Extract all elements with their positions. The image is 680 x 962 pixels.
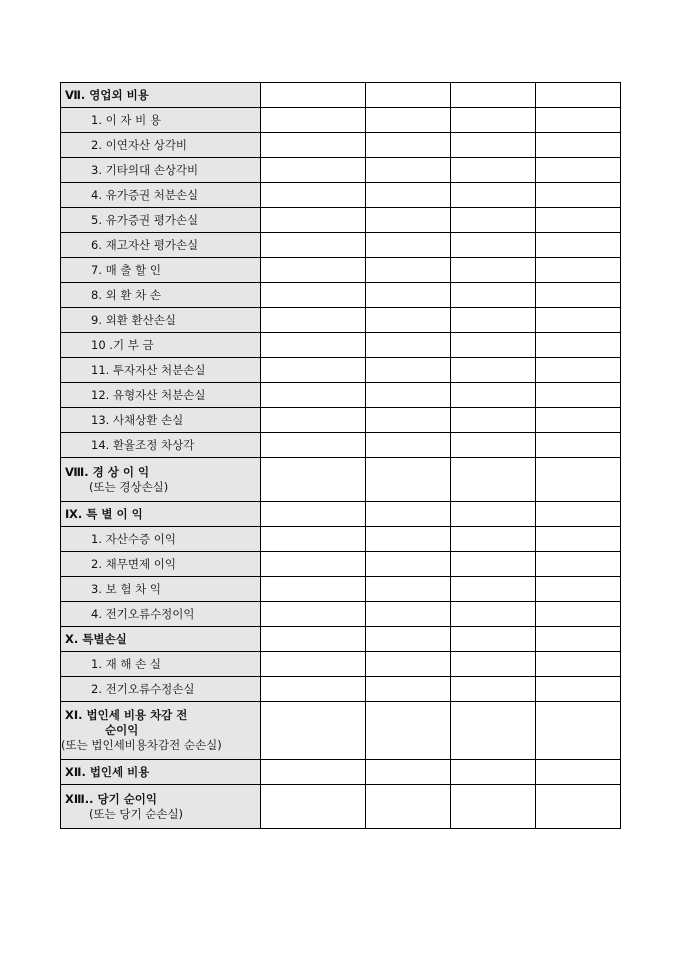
row-sublabel-text: (또는 경상손실)	[89, 479, 169, 494]
value-cell	[451, 283, 536, 308]
table-row	[61, 133, 621, 158]
value-cell	[451, 408, 536, 433]
value-cell	[536, 527, 621, 552]
value-cell	[366, 527, 451, 552]
value-cell	[366, 627, 451, 652]
value-cell	[451, 552, 536, 577]
row-label-text: Ⅹ. 특별손실	[65, 631, 127, 646]
row-label-text: ⅩⅠ. 법인세 비용 차감 전	[65, 708, 188, 722]
row-label-text: 1. 이 자 비 용	[91, 112, 162, 127]
row-label	[61, 677, 261, 702]
row-label	[61, 408, 261, 433]
value-cell	[451, 383, 536, 408]
value-cell	[451, 785, 536, 829]
value-cell	[451, 652, 536, 677]
table-row	[61, 527, 621, 552]
row-label	[61, 577, 261, 602]
value-cell	[536, 308, 621, 333]
value-cell	[261, 183, 366, 208]
value-cell	[366, 652, 451, 677]
value-cell	[451, 502, 536, 527]
value-cell	[261, 785, 366, 829]
value-cell	[451, 458, 536, 502]
value-cell	[261, 333, 366, 358]
value-cell	[451, 358, 536, 383]
value-cell	[366, 308, 451, 333]
value-cell	[536, 760, 621, 785]
table-row	[61, 602, 621, 627]
row-label-text: ⅩⅡ. 법인세 비용	[65, 764, 150, 779]
value-cell	[261, 283, 366, 308]
value-cell	[451, 602, 536, 627]
value-cell	[451, 677, 536, 702]
row-label-text: 2. 이연자산 상각비	[91, 137, 188, 152]
row-label	[61, 208, 261, 233]
value-cell	[261, 502, 366, 527]
value-cell	[366, 408, 451, 433]
row-label-text: ⅩⅢ.. 당기 순이익	[65, 791, 158, 806]
row-label-text: Ⅶ. 영업외 비용	[65, 87, 149, 102]
row-label	[61, 552, 261, 577]
table-row	[61, 652, 621, 677]
value-cell	[451, 108, 536, 133]
value-cell	[536, 502, 621, 527]
row-sublabel-text: 순이익	[105, 723, 139, 737]
value-cell	[536, 602, 621, 627]
table-row	[61, 627, 621, 652]
value-cell	[261, 577, 366, 602]
row-label-text: Ⅷ. 경 상 이 익	[65, 464, 150, 479]
row-label-text: 8. 외 환 차 손	[91, 287, 162, 302]
row-label-text: 1. 자산수증 이익	[91, 531, 176, 546]
value-cell	[366, 333, 451, 358]
row-label	[61, 627, 261, 652]
table-row	[61, 702, 621, 760]
table-row	[61, 183, 621, 208]
value-cell	[366, 233, 451, 258]
value-cell	[366, 383, 451, 408]
row-label-text: 4. 전기오류수정이익	[91, 606, 195, 621]
row-label	[61, 502, 261, 527]
row-label	[61, 760, 261, 785]
value-cell	[261, 158, 366, 183]
table-row	[61, 577, 621, 602]
table-row	[61, 158, 621, 183]
value-cell	[451, 433, 536, 458]
value-cell	[536, 577, 621, 602]
value-cell	[366, 283, 451, 308]
table-row	[61, 760, 621, 785]
value-cell	[366, 183, 451, 208]
value-cell	[366, 358, 451, 383]
row-label-text: 9. 외환 환산손실	[91, 312, 176, 327]
row-label	[61, 383, 261, 408]
value-cell	[261, 133, 366, 158]
row-sublabel-text: (또는 당기 순손실)	[89, 806, 184, 821]
value-cell	[536, 233, 621, 258]
value-cell	[536, 652, 621, 677]
value-cell	[366, 702, 451, 760]
value-cell	[261, 760, 366, 785]
value-cell	[451, 760, 536, 785]
value-cell	[366, 602, 451, 627]
row-label	[61, 458, 261, 502]
row-label-text: 4. 유가증권 처분손실	[91, 187, 199, 202]
value-cell	[261, 702, 366, 760]
table-row	[61, 383, 621, 408]
value-cell	[451, 258, 536, 283]
table-row	[61, 408, 621, 433]
value-cell	[451, 577, 536, 602]
value-cell	[366, 577, 451, 602]
row-label-text: 14. 환율조정 차상각	[91, 437, 195, 452]
table-body	[61, 83, 621, 829]
value-cell	[261, 383, 366, 408]
value-cell	[451, 133, 536, 158]
row-label	[61, 602, 261, 627]
value-cell	[261, 527, 366, 552]
value-cell	[451, 183, 536, 208]
value-cell	[366, 258, 451, 283]
row-label-text: 12. 유형자산 처분손실	[91, 387, 206, 402]
value-cell	[536, 408, 621, 433]
value-cell	[366, 552, 451, 577]
value-cell	[366, 502, 451, 527]
row-label	[61, 158, 261, 183]
row-label-text: 3. 기타의대 손상각비	[91, 162, 199, 177]
value-cell	[536, 552, 621, 577]
row-label-text: 5. 유가증권 평가손실	[91, 212, 199, 227]
value-cell	[366, 677, 451, 702]
value-cell	[536, 183, 621, 208]
row-label-text: 2. 채무면제 이익	[91, 556, 176, 571]
value-cell	[451, 83, 536, 108]
value-cell	[451, 233, 536, 258]
value-cell	[536, 677, 621, 702]
row-label-text: 3. 보 험 차 익	[91, 581, 162, 596]
value-cell	[366, 208, 451, 233]
value-cell	[451, 308, 536, 333]
row-label-text: 6. 재고자산 평가손실	[91, 237, 199, 252]
value-cell	[536, 627, 621, 652]
row-label	[61, 433, 261, 458]
table-row	[61, 208, 621, 233]
value-cell	[536, 83, 621, 108]
value-cell	[366, 458, 451, 502]
table-row	[61, 283, 621, 308]
value-cell	[261, 433, 366, 458]
table-row	[61, 552, 621, 577]
row-label	[61, 108, 261, 133]
income-statement-table	[60, 82, 621, 829]
value-cell	[261, 83, 366, 108]
table-row	[61, 785, 621, 829]
value-cell	[536, 108, 621, 133]
row-label	[61, 527, 261, 552]
value-cell	[536, 258, 621, 283]
row-label	[61, 133, 261, 158]
row-label-text: 1. 재 해 손 실	[91, 656, 162, 671]
row-label	[61, 333, 261, 358]
value-cell	[261, 358, 366, 383]
value-cell	[536, 458, 621, 502]
value-cell	[261, 458, 366, 502]
value-cell	[451, 208, 536, 233]
table-row	[61, 458, 621, 502]
row-label-text: 11. 투자자산 처분손실	[91, 362, 206, 377]
value-cell	[261, 258, 366, 283]
value-cell	[451, 333, 536, 358]
value-cell	[536, 383, 621, 408]
value-cell	[261, 208, 366, 233]
row-label	[61, 358, 261, 383]
value-cell	[451, 527, 536, 552]
value-cell	[261, 308, 366, 333]
table-row	[61, 502, 621, 527]
value-cell	[366, 108, 451, 133]
table-row	[61, 108, 621, 133]
value-cell	[261, 602, 366, 627]
value-cell	[261, 552, 366, 577]
row-label	[61, 308, 261, 333]
value-cell	[451, 702, 536, 760]
value-cell	[536, 785, 621, 829]
table-row	[61, 358, 621, 383]
row-label-text: 13. 사채상환 손실	[91, 412, 184, 427]
value-cell	[261, 108, 366, 133]
row-label	[61, 233, 261, 258]
row-sublabel2-text: (또는 법인세비용차감전 순손실)	[61, 738, 222, 752]
value-cell	[261, 677, 366, 702]
value-cell	[366, 133, 451, 158]
table-row	[61, 677, 621, 702]
table-row	[61, 83, 621, 108]
value-cell	[536, 283, 621, 308]
row-label	[61, 83, 261, 108]
table-row	[61, 258, 621, 283]
value-cell	[536, 358, 621, 383]
value-cell	[451, 627, 536, 652]
row-label-text: 10 .기 부 금	[91, 337, 154, 352]
row-label-text: Ⅸ. 특 별 이 익	[65, 506, 143, 521]
value-cell	[366, 785, 451, 829]
row-label	[61, 258, 261, 283]
value-cell	[366, 83, 451, 108]
row-label-text: 2. 전기오류수정손실	[91, 681, 195, 696]
value-cell	[261, 652, 366, 677]
row-label	[61, 183, 261, 208]
value-cell	[536, 333, 621, 358]
value-cell	[536, 133, 621, 158]
row-label	[61, 702, 261, 760]
value-cell	[536, 702, 621, 760]
value-cell	[536, 433, 621, 458]
value-cell	[366, 158, 451, 183]
value-cell	[366, 760, 451, 785]
row-label	[61, 652, 261, 677]
table-row	[61, 308, 621, 333]
value-cell	[261, 627, 366, 652]
table-row	[61, 233, 621, 258]
value-cell	[366, 433, 451, 458]
value-cell	[451, 158, 536, 183]
value-cell	[536, 158, 621, 183]
value-cell	[261, 408, 366, 433]
table-row	[61, 433, 621, 458]
row-label	[61, 785, 261, 829]
table-row	[61, 333, 621, 358]
value-cell	[536, 208, 621, 233]
row-label	[61, 283, 261, 308]
row-label-text: 7. 매 출 할 인	[91, 262, 162, 277]
value-cell	[261, 233, 366, 258]
